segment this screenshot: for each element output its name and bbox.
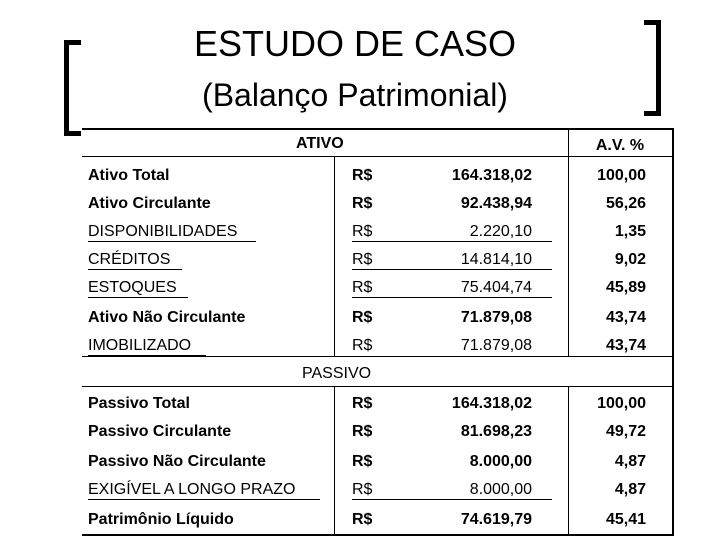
- section-divider: [82, 386, 672, 387]
- row-underline: [88, 297, 188, 298]
- row-percent: 100,00: [597, 395, 646, 412]
- header-divider: [82, 156, 672, 157]
- row-currency: R$: [352, 167, 373, 184]
- row-percent: 43,74: [605, 309, 646, 326]
- row-label: Passivo Total: [88, 395, 190, 412]
- row-label: IMOBILIZADO: [88, 337, 192, 354]
- row-value: 81.698,23: [460, 423, 532, 440]
- row-percent: 1,35: [614, 223, 646, 240]
- row-label: ESTOQUES: [88, 279, 177, 296]
- row-currency: R$: [352, 223, 373, 240]
- row-currency: R$: [352, 511, 373, 528]
- row-value: 2.220,10: [469, 223, 532, 240]
- row-percent: 45,41: [605, 511, 646, 528]
- row-percent: 100,00: [597, 167, 646, 184]
- row-value: 14.814,10: [460, 251, 532, 268]
- row-percent: 45,89: [605, 279, 646, 296]
- row-label: Passivo Não Circulante: [88, 453, 266, 470]
- row-currency: R$: [352, 309, 373, 326]
- balance-sheet-table: [82, 128, 674, 536]
- row-underline: [352, 499, 552, 500]
- row-underline: [88, 269, 182, 270]
- row-label: Ativo Não Circulante: [88, 309, 246, 326]
- row-percent: 56,26: [605, 195, 646, 212]
- row-currency: R$: [352, 195, 373, 212]
- row-underline: [88, 241, 256, 242]
- row-currency: R$: [352, 481, 373, 498]
- col-divider: [334, 156, 335, 356]
- row-currency: R$: [352, 423, 373, 440]
- row-value: 71.879,08: [460, 337, 532, 354]
- row-label: EXIGÍVEL A LONGO PRAZO: [88, 481, 296, 498]
- row-value: 71.879,08: [460, 309, 532, 326]
- row-value: 8.000,00: [469, 481, 532, 498]
- col-divider: [568, 130, 569, 356]
- row-percent: 9,02: [614, 251, 646, 268]
- col-divider: [568, 386, 569, 534]
- row-label: Ativo Total: [88, 167, 170, 184]
- row-underline: [352, 297, 552, 298]
- row-value: 75.404,74: [460, 279, 532, 296]
- row-percent: 43,74: [605, 337, 646, 354]
- row-underline: [352, 269, 552, 270]
- row-label: DISPONIBILIDADES: [88, 223, 238, 240]
- row-value: 8.000,00: [469, 453, 532, 470]
- row-currency: R$: [352, 453, 373, 470]
- row-label: Passivo Circulante: [88, 423, 232, 440]
- row-percent: 4,87: [614, 481, 646, 498]
- row-currency: R$: [352, 337, 373, 354]
- slide-title: ESTUDO DE CASO: [193, 23, 517, 64]
- row-value: 92.438,94: [460, 195, 532, 212]
- row-currency: R$: [352, 251, 373, 268]
- ativo-header: ATIVO: [296, 135, 344, 152]
- row-underline: [88, 355, 206, 356]
- row-value: 74.619,79: [460, 511, 532, 528]
- row-label: Patrimônio Líquido: [88, 511, 234, 528]
- row-percent: 4,87: [614, 453, 646, 470]
- row-currency: R$: [352, 395, 373, 412]
- row-percent: 49,72: [605, 423, 646, 440]
- slide-subtitle: (Balanço Patrimonial): [202, 77, 508, 113]
- row-currency: R$: [352, 279, 373, 296]
- av-header: A.V. %: [595, 137, 645, 154]
- col-divider: [334, 386, 335, 534]
- row-label: Ativo Circulante: [88, 195, 211, 212]
- passivo-header: PASSIVO: [302, 365, 372, 382]
- section-divider: [82, 356, 672, 357]
- row-underline: [352, 241, 552, 242]
- row-label: CRÉDITOS: [88, 251, 171, 268]
- row-value: 164.318,02: [451, 395, 532, 412]
- row-value: 164.318,02: [451, 167, 532, 184]
- row-underline: [88, 499, 320, 500]
